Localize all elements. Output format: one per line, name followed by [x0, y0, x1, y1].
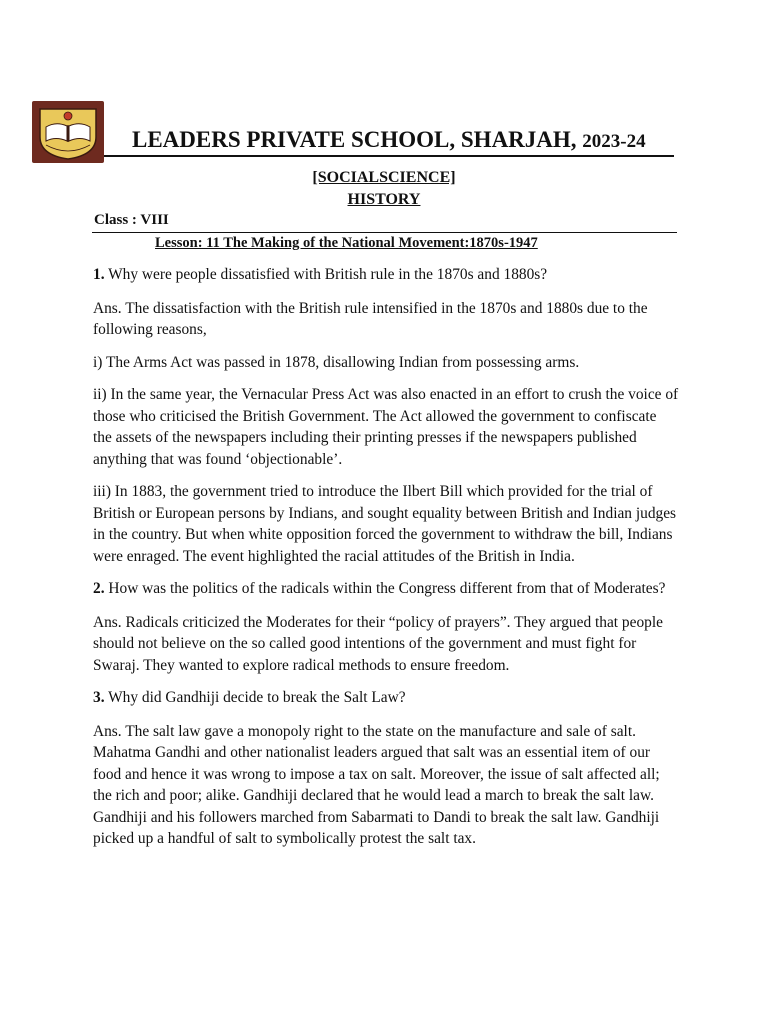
question-1 — [93, 264, 679, 286]
academic-year: 2023-24 — [582, 131, 646, 152]
shield-book-icon — [32, 101, 104, 163]
question-2 — [93, 578, 679, 600]
question-number: 3. — [93, 689, 105, 706]
question-number: 1. — [93, 266, 105, 283]
answer-1-intro: Ans. The dissatisfaction with the British rule intensified in the 1870s and 1880s due to the following reasons, — [93, 299, 648, 338]
question-text: How was the politics of the radicals within the Congress different from that of Moderates? — [104, 580, 666, 597]
question-text: Why were people dissatisfied with British rule in the 1870s and 1880s? — [104, 266, 548, 283]
answer-3: Ans. The salt law gave a monopoly right to the state on the manufacture and sale of salt. Mahatma Gandhi and other nationalist leaders argued that salt was an essential item of our food and hence it was wrong to impose a tax on salt. Moreover, the issue of salt affected all; the rich and poor; alike. Gandhiji declared that he would lead a march to break the salt law. Gandhiji and his followers marched from Sabarmati to Dandi to break the salt law. Gandhiji picked up a handful of salt to symbolically protest the salt tax. — [93, 722, 660, 847]
question-number: 2. — [93, 580, 105, 597]
question-text: Why did Gandhiji decide to break the Salt Law? — [104, 689, 406, 706]
school-name: LEADERS PRIVATE SCHOOL, SHARJAH, — [132, 127, 577, 152]
class-label: Class : VIII — [94, 212, 169, 228]
answer-1-point-ii: ii) In the same year, the Vernacular Press Act was also enacted in an effort to crush the voice of those who criticised the British Government. The Act allowed the government to confiscate the assets of the newspapers including their printing presses if the newspapers published anything that was found ‘objectionable’. — [93, 386, 679, 468]
header-divider — [92, 232, 677, 233]
lesson-title: Lesson: 11 The Making of the National Movement:1870s-1947 — [155, 235, 538, 251]
answer-1-point-i: i) The Arms Act was passed in 1878, disallowing Indian from possessing arms. — [93, 353, 580, 371]
answer-2: Ans. Radicals criticized the Moderates for their “policy of prayers”. They argued that people should not believe on the so called good intentions of the government and must fight for Swaraj. They wanted to explore radical methods to ensure freedom. — [93, 613, 663, 674]
subject-heading: [SOCIALSCIENCE] — [312, 169, 456, 186]
answer-1-point-iii: iii) In 1883, the government tried to introduce the Ilbert Bill which provided for the trial of British or European persons by Indians, and sought equality between British and Indian judges in the country. But when white opposition forced the government to withdraw the bill, Indians were enraged. The event highlighted the racial attitudes of the British in India. — [93, 483, 677, 565]
subject-subheading: HISTORY — [347, 191, 421, 208]
school-logo — [32, 101, 104, 163]
document-body — [93, 264, 679, 861]
question-3 — [93, 687, 679, 709]
school-title — [104, 127, 674, 157]
